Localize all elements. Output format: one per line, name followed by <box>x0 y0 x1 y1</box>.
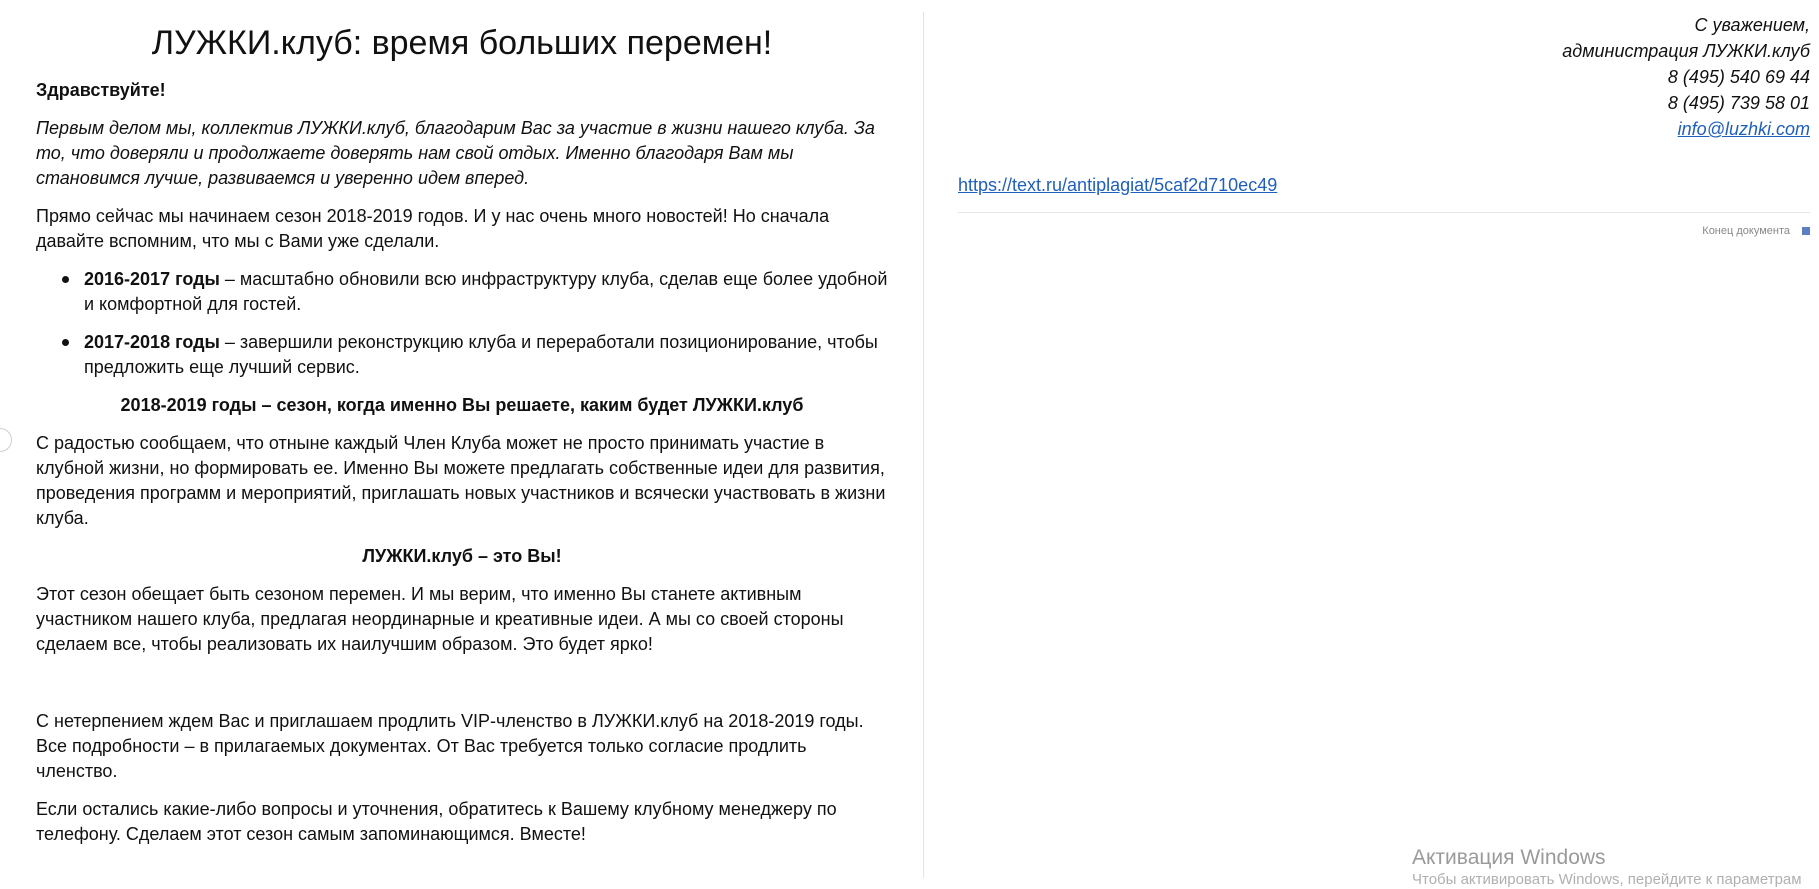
end-marker-icon <box>1802 227 1810 235</box>
changes-paragraph: Этот сезон обещает быть сезоном перемен. И мы верим, что именно Вы станете активным участником нашего клуба, предлагая неординарные и креативные идеи. А мы со своей стороны сделаем все, чтобы реализовать их наилучшим образом. Это будет ярко! <box>36 584 844 654</box>
history-list <box>36 267 888 380</box>
intro-paragraph: Первым делом мы, коллектив ЛУЖКИ.клуб, благодарим Вас за участие в жизни нашего клуба. За то, что доверяли и продолжаете доверять нам свой отдых. Именно благодаря Вам мы становимся лучше, развиваемся и уверенно идем вперед. <box>36 118 875 188</box>
season-intro-paragraph: Прямо сейчас мы начинаем сезон 2018-2019 годов. И у нас очень много новостей! Но сначала давайте вспомним, что мы с Вами уже сделали. <box>36 206 830 251</box>
greeting: Здравствуйте! <box>36 80 166 100</box>
list-item <box>84 267 888 317</box>
signature-phone-1: 8 (495) 540 69 44 <box>1667 67 1810 87</box>
page-divider <box>923 12 924 878</box>
watermark-title: Активация Windows <box>1412 846 1606 869</box>
list-item-year: 2016-2017 годы <box>84 269 220 289</box>
watermark-subtitle: Чтобы активировать Windows, перейдите к параметрам <box>1412 871 1802 888</box>
members-paragraph: С радостью сообщаем, что отныне каждый Член Клуба может не просто принимать участие в клубной жизни, но формировать ее. Именно Вы можете предлагать собственные идеи для развития, проведения программ и мероприятий, приглашать новых участников и всячески участвовать в жизни клуба. <box>36 433 886 528</box>
list-item-text: – завершили реконструкцию клуба и переработали позиционирование, чтобы предложить еще лучший сервис. <box>84 332 878 377</box>
signature-regards: С уважением, <box>1694 15 1810 35</box>
navigation-handle[interactable] <box>0 428 12 452</box>
list-item-year: 2017-2018 годы <box>84 332 220 352</box>
questions-paragraph: Если остались какие-либо вопросы и уточнения, обратитесь к Вашему клубному менеджеру по телефону. Сделаем этот сезон самым запоминающимся. Вместе! <box>36 799 837 844</box>
windows-activation-watermark <box>1412 845 1802 889</box>
list-item <box>84 330 888 380</box>
signature-block <box>958 12 1810 142</box>
vip-paragraph: С нетерпением ждем Вас и приглашаем продлить VIP-членство в ЛУЖКИ.клуб на 2018-2019 годы. Все подробности – в прилагаемых документах. От Вас требуется только согласие продлить членство. <box>36 711 864 781</box>
document-page-right <box>958 12 1810 237</box>
email-link[interactable]: info@luzhki.com <box>1677 119 1810 139</box>
end-of-document <box>958 225 1810 237</box>
slogan: ЛУЖКИ.клуб – это Вы! <box>362 546 562 566</box>
antiplagiat-link-line <box>958 172 1810 198</box>
antiplagiat-link[interactable]: https://text.ru/antiplagiat/5caf2d710ec49 <box>958 175 1278 195</box>
end-rule <box>958 212 1810 213</box>
spacer <box>36 670 888 709</box>
list-item-text: – масштабно обновили всю инфраструктуру клуба, сделав еще более удобной и комфортной для гостей. <box>84 269 888 314</box>
signature-from: администрация ЛУЖКИ.клуб <box>1562 41 1810 61</box>
signature-phone-2: 8 (495) 739 58 01 <box>1667 93 1810 113</box>
document-page-left <box>36 14 888 860</box>
end-of-document-label: Конец документа <box>1702 225 1790 237</box>
season-heading: 2018-2019 годы – сезон, когда именно Вы решаете, каким будет ЛУЖКИ.клуб <box>120 395 804 415</box>
document-title: ЛУЖКИ.клуб: время больших перемен! <box>151 24 773 62</box>
